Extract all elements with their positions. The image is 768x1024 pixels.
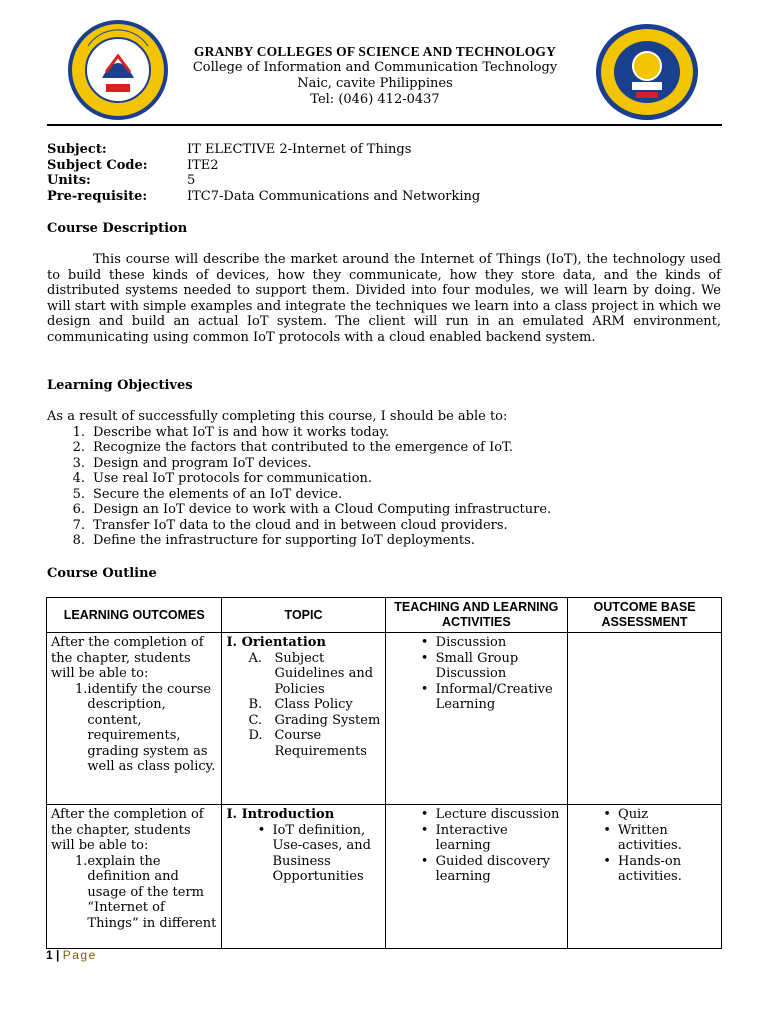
subject-code-value: ITE2 [187, 157, 219, 173]
topic-title: I. Orientation [226, 635, 326, 650]
prerequisite-label: Pre-requisite: [47, 188, 148, 204]
list-item: 1. Describe what IoT is and how it works today. [72, 424, 390, 440]
prerequisite-row [47, 189, 480, 205]
table-header-row [47, 598, 722, 633]
activities-cell: • Discussion • Small Group Discussion • Informal/Creative Learning [385, 633, 567, 805]
assessment-cell [568, 633, 722, 805]
course-description-text: This course will describe the market around the Internet of Things (IoT), the technology used to build these kinds of devices, how they communicate, how they store data, and the kinds of distributed systems needed to support them. Divided into four modules, we will learn by doing. We will start with simple examples and integrate the techniques we learn into a class project in which we design and build an actual IoT system. The client will run in an emulated ARM environment, communicating using common IoT protocols with a cloud enabled backend system. [47, 252, 721, 345]
institution-header [170, 44, 580, 108]
column-header: TEACHING AND LEARNING ACTIVITIES [385, 598, 567, 633]
assessment-cell: • Quiz • Written activities. • Hands-on activities. [568, 805, 722, 949]
page-footer [46, 948, 97, 962]
table-row [47, 805, 722, 949]
topic-cell: I. Orientation A. Subject Guidelines and Policies B. Class Policy C. Grading System D. Course Requirements [222, 633, 385, 805]
units-row [47, 173, 480, 189]
list-item: 4. Use real IoT protocols for communication. [72, 471, 373, 486]
objectives-intro: As a result of successfully completing this course, I should be able to: [47, 409, 508, 424]
page-number: 1 [46, 948, 53, 962]
course-outline-table [46, 597, 722, 949]
objectives-list [47, 425, 721, 549]
subject-code-label: Subject Code: [47, 157, 148, 173]
prerequisite-value: ITC7-Data Communications and Networking [187, 188, 481, 204]
list-item: 5. Secure the elements of an IoT device. [72, 486, 343, 502]
right-college-seal [594, 22, 700, 122]
learning-objectives-heading: Learning Objectives [47, 378, 193, 393]
learning-outcome-cell: After the completion of the chapter, students will be able to: 1. explain the definition and usage of the term “Internet of Things” in different [47, 805, 222, 949]
learning-outcome-cell: After the completion of the chapter, students will be able to: 1. identify the course description, content, requirements, grading system as well as class policy. [47, 633, 222, 805]
page-separator: | [56, 948, 60, 962]
subject-label: Subject: [47, 142, 107, 157]
left-college-seal [66, 18, 170, 122]
list-item: 3. Design and program IoT devices. [72, 455, 312, 471]
college-name: College of Information and Communication Technology [192, 60, 558, 75]
page-label: Page [62, 948, 97, 962]
header-divider [47, 124, 722, 126]
list-item: 6. Design an IoT device to work with a Cloud Computing infrastructure. [72, 502, 552, 517]
column-header: OUTCOME BASE ASSESSMENT [568, 598, 722, 633]
list-item: 8. Define the infrastructure for supporting IoT deployments. [72, 533, 475, 548]
activities-cell: • Lecture discussion • Interactive learning • Guided discovery learning [385, 805, 567, 949]
course-outline-heading: Course Outline [47, 566, 157, 581]
phone: Tel: (046) 412-0437 [310, 92, 440, 107]
subject-value: IT ELECTIVE 2-Internet of Things [187, 142, 412, 157]
units-label: Units: [47, 173, 91, 188]
topic-cell: I. Introduction • IoT definition, Use-cases, and Business Opportunities [222, 805, 385, 949]
list-item: 2. Recognize the factors that contributed to the emergence of IoT. [72, 440, 513, 455]
subject-code-row [47, 158, 480, 174]
table-row [47, 633, 722, 805]
learning-objectives [47, 409, 721, 549]
course-description [47, 252, 721, 345]
topic-title: I. Introduction [226, 807, 335, 822]
list-item: 7. Transfer IoT data to the cloud and in between cloud providers. [72, 517, 508, 533]
institution-name: GRANBY COLLEGES OF SCIENCE AND TECHNOLOGY [193, 44, 557, 59]
address: Naic, cavite Philippines [297, 76, 453, 91]
column-header: LEARNING OUTCOMES [47, 598, 222, 633]
units-value: 5 [187, 173, 196, 188]
course-description-heading: Course Description [47, 221, 188, 236]
subject-row [47, 142, 480, 158]
column-header: TOPIC [222, 598, 385, 633]
subject-info [47, 142, 480, 204]
